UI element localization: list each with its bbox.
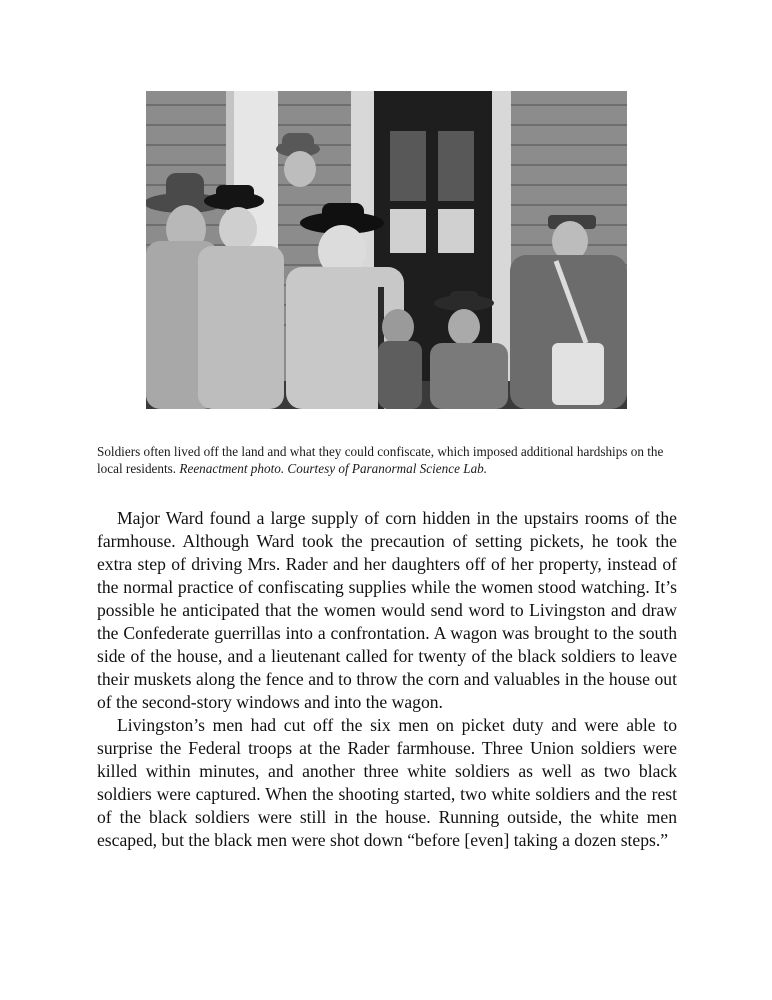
figure-caption [97,443,687,477]
caption-credit: Reenactment photo. Courtesy of Paranormal Science Lab. [179,461,488,476]
paragraph: Livingston’s men had cut off the six men on picket duty and were able to surprise the Federal troops at the Rader farmhouse. Three Union soldiers were killed within minutes, and another three white soldiers as well as two black soldiers were captured. When the shooting started, two white soldiers and the rest of the black soldiers were still in the house. Running outside, the white men escaped, but the black men were shot down “before [even] taking a dozen steps.” [97,715,677,850]
caption-text: Soldiers often lived off the land and what they could confiscate, which imposed additional hardships on the local residents. [97,444,664,476]
reenactment-photo [146,91,627,409]
paragraph: Major Ward found a large supply of corn hidden in the upstairs rooms of the farmhouse. Although Ward took the precaution of setting pickets, he took the extra step of driving Mrs. Rader and her daughters off of her property, instead of the normal practice of confiscating supplies while the women stood watching. It’s possible he anticipated that the women would send word to Livingston and draw the Confederate guerrillas into a confrontation. A wagon was brought to the south side of the house, and a lieutenant called for twenty of the black soldiers to leave their muskets along the fence and to throw the corn and valuables in the house out of the second-story windows and into the wagon. [97,508,677,712]
body-text [97,507,677,852]
